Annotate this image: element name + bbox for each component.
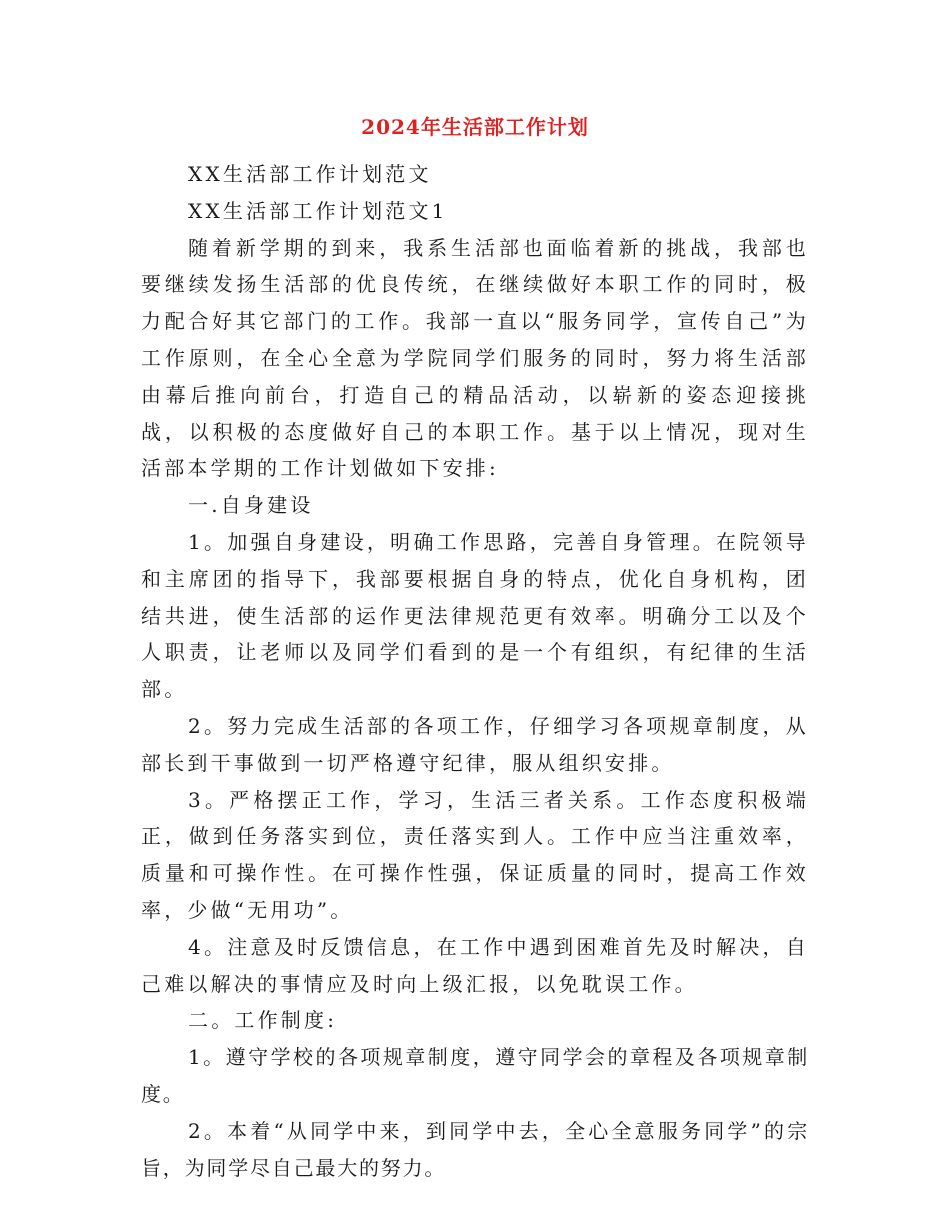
paragraph-intro: 随着新学期的到来，我系生活部也面临着新的挑战，我部也要继续发扬生活部的优良传统，在继续做好本职工作的同时，极力配合好其它部门的工作。我部一直以“服务同学，宣传自己”为工作原则，在全心全意为学院同学们服务的同时，努力将生活部由幕后推向前台，打造自己的精品活动，以崭新的姿态迎接挑战，以积极的态度做好自己的本职工作。基于以上情况，现对生活部本学期的工作计划做如下安排:	[141, 235, 809, 481]
document-title: 2024年生活部工作计划	[361, 115, 589, 139]
section-heading-work-system: 二。工作制度:	[188, 1008, 338, 1033]
paragraph-item-2: 2。努力完成生活部的各项工作，仔细学习各项规章制度，从部长到干事做到一切严格遵守纪律，服从组织安排。	[141, 713, 809, 775]
paragraph-subtitle-1: XX生活部工作计划范文1	[188, 198, 448, 223]
document-body	[141, 156, 809, 1186]
paragraph-rule-1: 1。遵守学校的各项规章制度，遵守同学会的章程及各项规章制度。	[141, 1045, 809, 1106]
paragraph-subtitle: XX生活部工作计划范文	[188, 162, 432, 186]
paragraph-item-1: 1。加强自身建设，明确工作思路，完善自身管理。在院领导和主席团的指导下，我部要根据自身的特点，优化自身机构，团结共进，使生活部的运作更法律规范更有效率。明确分工以及个人职责，让老师以及同学们看到的是一个有组织，有纪律的生活部。	[141, 529, 809, 702]
paragraph-item-3: 3。严格摆正工作，学习，生活三者关系。工作态度积极端正，做到任务落实到位，责任落实到人。工作中应当注重效率，质量和可操作性。在可操作性强，保证质量的同时，提高工作效率，少做“无用功”。	[141, 787, 809, 922]
section-heading-self-building: 一.自身建设	[188, 493, 314, 518]
paragraph-rule-2: 2。本着“从同学中来，到同学中去，全心全意服务同学”的宗旨，为同学尽自己最大的努力。	[141, 1118, 809, 1180]
paragraph-item-4: 4。注意及时反馈信息，在工作中遇到困难首先及时解决，自己难以解决的事情应及时向上级汇报，以免耽误工作。	[141, 934, 809, 996]
